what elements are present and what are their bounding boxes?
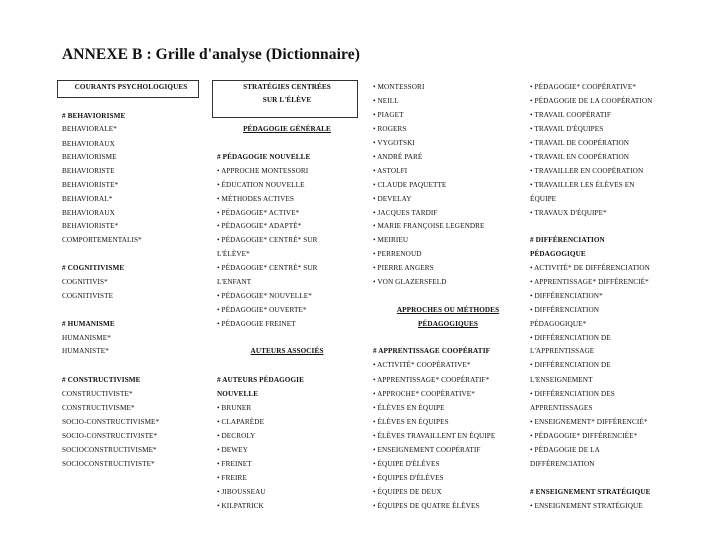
section-heading: # PÉDAGOGIE NOUVELLE (217, 153, 311, 161)
list-item: ÉQUIPE (530, 195, 557, 203)
list-item: • ÉLÈVES EN ÉQUIPE (373, 404, 445, 412)
list-item: • APPRENTISSAGE* COOPÉRATIF* (373, 376, 490, 384)
list-item: • PÉDAGOGIE DE LA (530, 446, 600, 454)
section-heading: PÉDAGOGIE GÉNÉRALE (243, 125, 331, 133)
list-item: • TRAVAUX D'ÉQUIPE* (530, 209, 607, 217)
list-item: L'ENFANT (217, 278, 252, 286)
list-item: BEHAVIORISTE* (62, 181, 119, 189)
section-heading: # DIFFÉRENCIATION (530, 236, 605, 244)
list-item: • TRAVAIL D'ÉQUIPES (530, 125, 604, 133)
list-item: • FREINET (217, 460, 252, 468)
list-item: BEHAVIORALE* (62, 125, 117, 133)
list-item: • APPROCHE MONTESSORI (217, 167, 309, 175)
list-item: • PIAGET (373, 111, 404, 119)
list-item: • PÉDAGOGIE* CENTRÉ* SUR (217, 264, 318, 272)
list-item: SOCIO-CONSTRUCTIVISTE* (62, 432, 158, 440)
list-item: • TRAVAIL EN COOPÉRATION (530, 153, 630, 161)
list-item: BEHAVIORAL* (62, 195, 113, 203)
list-item: COGNITIVISTE (62, 292, 114, 300)
section-heading: # COGNITIVISME (62, 264, 125, 272)
list-item: • ACTIVITÉ* COOPÉRATIVE* (373, 361, 471, 369)
list-item: SOCIOCONSTRUCTIVISTE* (62, 460, 155, 468)
list-item: BEHAVIORISME (62, 153, 117, 161)
list-item: BEHAVIORISTE (62, 167, 115, 175)
list-item: CONSTRUCTIVISME* (62, 404, 135, 412)
list-item: SOCIO-CONSTRUCTIVISME* (62, 418, 160, 426)
list-item: BEHAVIORAUX (62, 140, 115, 148)
section-heading: COURANTS PSYCHOLOGIQUES (74, 83, 188, 91)
page-title: ANNEXE B : Grille d'analyse (Dictionnaire) (62, 46, 360, 63)
list-item: • ACTIVITÉ* DE DIFFÉRENCIATION (530, 264, 650, 272)
list-item: • ANDRÉ PARÉ (373, 153, 423, 161)
section-heading: PÉDAGOGIQUE (530, 250, 586, 258)
list-item: • DIFFÉRENCIATION DE (530, 361, 611, 369)
list-item: COMPORTEMENTALIS* (62, 236, 142, 244)
list-item: • MONTESSORI (373, 83, 425, 91)
section-heading: APPROCHES OU MÉTHODES (396, 306, 500, 314)
list-item: • DECROLY (217, 432, 256, 440)
list-item: CONSTRUCTIVISTE* (62, 390, 133, 398)
list-item: • NEILL (373, 97, 399, 105)
list-item: • ÉQUIPES D'ÉLÈVES (373, 474, 444, 482)
list-item: • DIFFÉRENCIATION* (530, 292, 603, 300)
list-item: • JACQUES TARDIF (373, 209, 438, 217)
list-item: • DEVELAY (373, 195, 412, 203)
list-item: • ENSEIGNEMENT COOPÉRATIF (373, 446, 481, 454)
list-item: PÉDAGOGIQUE* (530, 320, 587, 328)
list-item: • TRAVAILLER EN COOPÉRATION (530, 167, 644, 175)
section-heading: # BEHAVIORISME (62, 112, 126, 120)
list-item: • ASTOLFI (373, 167, 408, 175)
section-heading: # APPRENTISSAGE COOPÉRATIF (373, 347, 491, 355)
list-item: • PÉDAGOGIE* COOPÉRATIVE* (530, 83, 637, 91)
list-item: • PÉDAGOGIE* ADAPTÉ* (217, 222, 302, 230)
list-item: • TRAVAIL DE COOPÉRATION (530, 139, 630, 147)
list-item: • ÉLÈVES EN ÉQUIPES (373, 418, 449, 426)
section-heading: STRATÉGIES CENTRÉES (243, 83, 331, 91)
list-item: • DEWEY (217, 446, 248, 454)
list-item: • FREIRE (217, 474, 247, 482)
list-item: • ÉQUIPES DE DEUX (373, 488, 442, 496)
list-item: • APPROCHE* COOPÉRATIVE* (373, 390, 475, 398)
list-item: • TRAVAIL COOPÉRATIF (530, 111, 611, 119)
list-item: • KILPATRICK (217, 502, 264, 510)
list-item: • PÉDAGOGIE* OUVERTE* (217, 306, 307, 314)
list-item: • PÉDAGOGIE DE LA COOPÉRATION (530, 97, 653, 105)
list-item: BEHAVIORAUX (62, 209, 115, 217)
list-item: SOCIOCONSTRUCTIVISME* (62, 446, 157, 454)
list-item: • JIBOUSSEAU (217, 488, 266, 496)
list-item: • DIFFÉRENCIATION DES (530, 390, 615, 398)
list-item: • MÉTHODES ACTIVES (217, 195, 294, 203)
list-item: • MEIRIEU (373, 236, 409, 244)
list-item: • ENSEIGNEMENT* DIFFÉRENCIÉ* (530, 418, 648, 426)
list-item: • APPRENTISSAGE* DIFFÉRENCIÉ* (530, 278, 649, 286)
list-item: HUMANISME* (62, 334, 111, 342)
list-item: BEHAVIORISTE* (62, 222, 119, 230)
list-item: • PÉDAGOGIE* DIFFÉRENCIÉE* (530, 432, 638, 440)
section-heading: NOUVELLE (217, 390, 259, 398)
list-item: • VON GLAZERSFELD (373, 278, 447, 286)
section-heading: SUR L'ÉLÈVE (262, 96, 312, 104)
list-item: HUMANISTE* (62, 347, 109, 355)
list-item: APPRENTISSAGES (530, 404, 593, 412)
list-item: • TRAVAILLER LES ÉLÈVES EN (530, 181, 635, 189)
list-item: • PERRENOUD (373, 250, 422, 258)
list-item: • ÉQUIPE D'ÉLÈVES (373, 460, 440, 468)
section-heading: # AUTEURS PÉDAGOGIE (217, 376, 304, 384)
section-heading: # ENSEIGNEMENT STRATÉGIQUE (530, 488, 651, 496)
list-item: • ÉLÈVES TRAVAILLENT EN ÉQUIPE (373, 432, 496, 440)
section-heading: # HUMANISME (62, 320, 115, 328)
list-item: • MARIE FRANÇOISE LEGENDRE (373, 222, 485, 230)
section-heading: PÉDAGOGIQUES (418, 320, 478, 328)
list-item: • VYGOTSKI (373, 139, 415, 147)
list-item: • DIFFÉRENCIATION DE (530, 334, 611, 342)
list-item: • CLAUDE PAQUETTE (373, 181, 447, 189)
list-item: • CLAPARÈDE (217, 418, 265, 426)
section-heading: # CONSTRUCTIVISME (62, 376, 141, 384)
list-item: • DIFFÉRENCIATION (530, 306, 600, 314)
list-item: • ÉQUIPES DE QUATRE ÉLÈVES (373, 502, 480, 510)
list-item: • ENSEIGNEMENT STRATÉGIQUE (530, 502, 643, 510)
list-item: L'APPRENTISSAGE (530, 347, 595, 355)
list-item: COGNITIVIS* (62, 278, 108, 286)
list-item: L'ÉLÈVE* (217, 250, 250, 258)
list-item: • PIERRE ANGERS (373, 264, 434, 272)
section-heading: AUTEURS ASSOCIÉS (250, 347, 324, 355)
list-item: • ÉDUCATION NOUVELLE (217, 181, 305, 189)
list-item: • PÉDAGOGIE FREINET (217, 320, 296, 328)
list-item: • PÉDAGOGIE* CENTRÉ* SUR (217, 236, 318, 244)
list-item: • PÉDAGOGIE* ACTIVE* (217, 209, 300, 217)
list-item: • BRUNER (217, 404, 252, 412)
list-item: DIFFÉRENCIATION (530, 460, 595, 468)
list-item: L'ENSEIGNEMENT (530, 376, 593, 384)
list-item: • PÉDAGOGIE* NOUVELLE* (217, 292, 312, 300)
list-item: • ROGERS (373, 125, 407, 133)
